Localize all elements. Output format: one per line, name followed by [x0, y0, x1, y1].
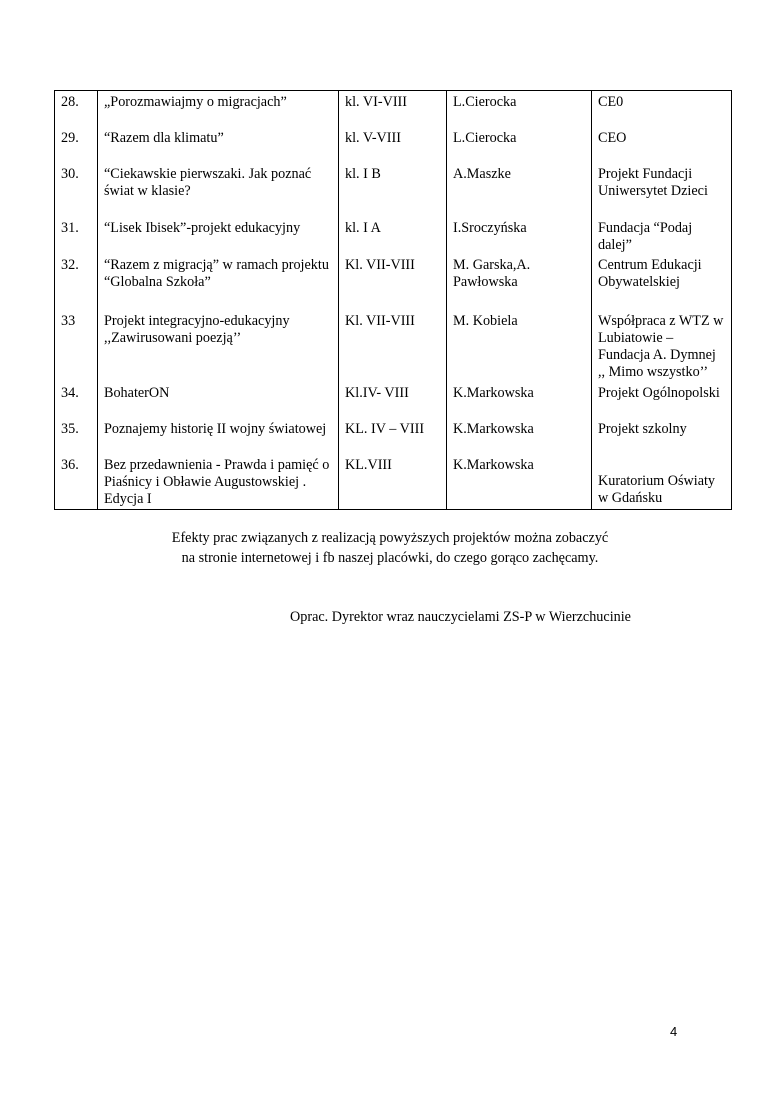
partner: Fundacja “Podaj dalej”: [592, 217, 732, 254]
row-number: 29.: [55, 127, 98, 163]
project-title: “Ciekawskie pierwszaki. Jak poznać świat w klasie?: [98, 163, 339, 217]
partner: CE0: [592, 91, 732, 127]
table-row: [55, 91, 732, 127]
row-number: 34.: [55, 382, 98, 418]
project-title: Poznajemy historię II wojny światowej: [98, 418, 339, 454]
project-title: BohaterON: [98, 382, 339, 418]
effects-note: [0, 528, 780, 568]
effects-note-line: na stronie internetowej i fb naszej placówki, do czego gorąco zachęcamy.: [181, 550, 599, 566]
row-number: 35.: [55, 418, 98, 454]
projects-table: [54, 90, 732, 510]
coordinator: M. Kobiela: [447, 310, 592, 382]
row-number: 33: [55, 310, 98, 382]
row-number: 30.: [55, 163, 98, 217]
class-level: Kl.IV- VIII: [339, 382, 447, 418]
partner: Kuratorium Oświaty w Gdańsku: [592, 454, 732, 510]
partner: Projekt Fundacji Uniwersytet Dzieci: [592, 163, 732, 217]
project-title: Bez przedawnienia - Prawda i pamięć o Piaśnicy i Obławie Augustowskiej . Edycja I: [98, 454, 339, 510]
table-row: [55, 163, 732, 217]
coordinator: K.Markowska: [447, 454, 592, 510]
coordinator: L.Cierocka: [447, 91, 592, 127]
class-level: KL. IV – VIII: [339, 418, 447, 454]
partner: Projekt szkolny: [592, 418, 732, 454]
partner: Projekt Ogólnopolski: [592, 382, 732, 418]
row-number: 31.: [55, 217, 98, 254]
project-title: “Razem dla klimatu”: [98, 127, 339, 163]
partner: Centrum Edukacji Obywatelskiej: [592, 254, 732, 310]
project-title: “Razem z migracją” w ramach projektu “Globalna Szkoła”: [98, 254, 339, 310]
page-number: 4: [670, 1024, 678, 1039]
coordinator: K.Markowska: [447, 382, 592, 418]
table-row: [55, 127, 732, 163]
table-row: [55, 310, 732, 382]
partner: Współpraca z WTZ w Lubiatowie – Fundacja A. Dymnej ,, Mimo wszystko’’: [592, 310, 732, 382]
class-level: kl. V-VIII: [339, 127, 447, 163]
project-title: “Lisek Ibisek”-projekt edukacyjny: [98, 217, 339, 254]
row-number: 28.: [55, 91, 98, 127]
effects-note-line: Efekty prac związanych z realizacją powyższych projektów można zobaczyć: [171, 530, 609, 546]
class-level: kl. I A: [339, 217, 447, 254]
coordinator: I.Sroczyńska: [447, 217, 592, 254]
project-title: Projekt integracyjno-edukacyjny ,,Zawirusowani poezją’’: [98, 310, 339, 382]
coordinator: M. Garska,A. Pawłowska: [447, 254, 592, 310]
table-row: [55, 217, 732, 254]
class-level: Kl. VII-VIII: [339, 310, 447, 382]
coordinator: A.Maszke: [447, 163, 592, 217]
class-level: KL.VIII: [339, 454, 447, 510]
table-row: [55, 454, 732, 510]
table-row: [55, 382, 732, 418]
row-number: 32.: [55, 254, 98, 310]
class-level: Kl. VII-VIII: [339, 254, 447, 310]
author-line: Oprac. Dyrektor wraz nauczycielami ZS-P w Wierzchucinie: [290, 609, 631, 625]
table-row: [55, 254, 732, 310]
coordinator: L.Cierocka: [447, 127, 592, 163]
class-level: kl. VI-VIII: [339, 91, 447, 127]
class-level: kl. I B: [339, 163, 447, 217]
table-row: [55, 418, 732, 454]
partner: CEO: [592, 127, 732, 163]
row-number: 36.: [55, 454, 98, 510]
coordinator: K.Markowska: [447, 418, 592, 454]
project-title: „Porozmawiajmy o migracjach”: [98, 91, 339, 127]
